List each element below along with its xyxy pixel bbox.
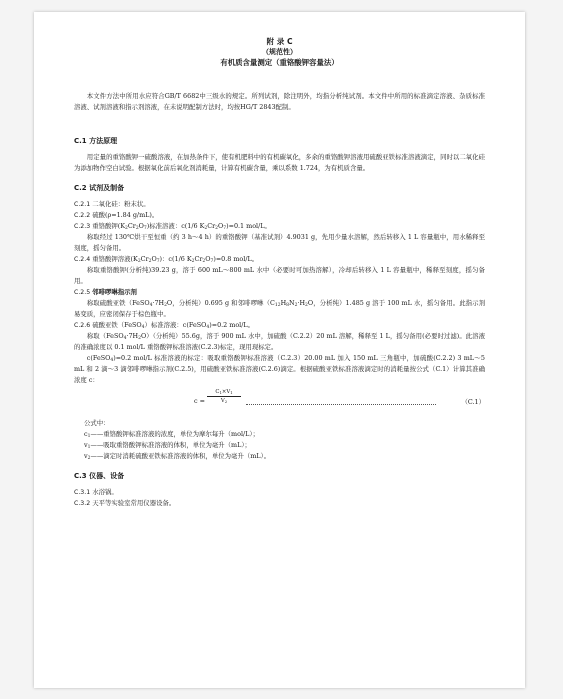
text-run: ·7H (126, 332, 139, 340)
text-run: Cr (140, 255, 149, 263)
item-text: 天平等实验室常用仪器设备。 (92, 499, 176, 507)
text-run: O）（分析纯）55.6g，溶于 900 mL 水中，加硫酸（C.2.2）20 mL 溶解，稀释至 1 L，摇匀备用(必要时过滤)。此溶液的准确浓度以 0.1 mol/L 重铬酸钾标准溶液(C.2.3)标定，现用现标定。 (74, 332, 486, 351)
subscript: 1 (219, 390, 222, 395)
item-text: 硫酸(ρ=1.84 g/mL)。 (92, 211, 159, 219)
item-c32 (74, 498, 485, 509)
subscript: 12 (274, 303, 281, 308)
formula-fraction (207, 389, 241, 404)
subscript: 4 (110, 358, 114, 363)
subscript: 2 (87, 456, 91, 461)
subscript: 2 (148, 259, 152, 264)
subscript: 8 (286, 303, 289, 308)
item-number: C.2.6 (74, 322, 91, 329)
subscript: 1 (87, 445, 91, 450)
text-run: 称取硫酸亚铁（FeSO (86, 299, 150, 307)
subscript: 2 (204, 226, 208, 231)
formula-denominator (207, 397, 241, 404)
item-c21 (74, 199, 485, 210)
text-run: 重铬酸钾溶液(K (92, 255, 138, 263)
item-text: 水浴锅。 (92, 488, 118, 496)
item-number: C.2.4 (74, 256, 91, 263)
annex-header (74, 36, 485, 68)
annex-nature: （规范性） (262, 48, 297, 56)
subscript: 7 (210, 259, 214, 264)
text-run: Cr (127, 222, 136, 230)
section-c3-heading: C.3 仪器、设备 (74, 472, 125, 480)
section-c1-heading: C.1 方法原理 (74, 137, 118, 145)
item-number: C.3.1 (74, 489, 91, 496)
text-run: ）标准溶液：c(FeSO (144, 321, 207, 329)
item-number: C.2.3 (74, 223, 91, 230)
definition-c1 (84, 429, 485, 440)
definition-v2 (84, 451, 485, 462)
equation-number: （C.1） (461, 398, 485, 406)
subscript: 2 (215, 226, 219, 231)
text-run: ·7H (152, 299, 165, 307)
text-run: c(FeSO (86, 354, 111, 362)
annex-title: 附 录 C (266, 37, 293, 46)
subscript: 2 (191, 259, 195, 264)
text-run: O，分析纯）0.695 g 和邻啡啰啉（C (166, 299, 275, 307)
item-number: C.2.1 (74, 201, 91, 208)
subscript: 2 (137, 259, 141, 264)
text-run: Cr (194, 255, 203, 263)
item-number: C.3.2 (74, 500, 91, 507)
annex-name: 有机质含量测定（重铬酸钾容量法） (220, 58, 339, 67)
subscript: 2 (202, 259, 206, 264)
item-c25-body (74, 298, 485, 320)
item-title: 邻啡啰啉指示剂 (92, 288, 137, 296)
definition-text: ——吸取重铬酸钾标准溶液的体积，单位为毫升（mL）； (90, 441, 251, 449)
subscript: 2 (138, 336, 141, 341)
text-run: O (205, 255, 211, 263)
text-run: )=0.2 mol/L 标准溶液的标定：吸取重铬酸钾标准溶液（C.2.3）20.00 mL 加入 150 mL 三角瓶中，加硫酸(C.2.2) 3 mL～5 mL 和 2 滴～3 滴邻啡啰啉指示剂(C.2.5)，用硫酸亚铁标准溶液(C.2.6)滴定。根据硫酸亚铁标准溶液滴定时的消耗量按公式（C.1）计算其准确浓度 c： (74, 354, 485, 384)
subscript: 4 (206, 325, 210, 330)
subscript: 7 (143, 226, 147, 231)
definition-text: ——滴定时消耗硫酸亚铁标准溶液的体积，单位为毫升（mL）。 (90, 452, 271, 460)
item-c31 (74, 487, 485, 498)
text-run: )=0.2 mol/L。 (209, 321, 254, 329)
item-c23 (74, 221, 485, 232)
item-c23-body: 称取经过 130℃烘干至恒重（约 3 h～4 h）的重铬酸钾（基准试剂）4.9031 g，先用少量水溶解，然后转移入 1 L 容量瓶中，用水稀释至刻度，摇匀备用。 (74, 233, 485, 252)
text-run: N (289, 299, 295, 307)
text-run: 硫酸亚铁（FeSO (92, 321, 142, 329)
subscript: 2 (125, 226, 128, 231)
item-c24 (74, 254, 485, 265)
section-c2-heading: C.2 试剂及制备 (74, 184, 125, 192)
formula-lhs: c = (194, 397, 205, 405)
item-c26-body-1 (74, 331, 485, 353)
text-run: O (218, 222, 224, 230)
subscript: 7 (223, 226, 227, 231)
text-run: O (138, 222, 144, 230)
definition-text: ——重铬酸钾标准溶液的浓度，单位为摩尔每升（mol/L）； (90, 430, 259, 438)
item-c22 (74, 210, 485, 221)
text-run: )：c(1/6 K (159, 255, 192, 263)
symbol: c (84, 430, 88, 438)
subscript: 1 (87, 434, 91, 439)
definitions-intro: 公式中： (84, 419, 110, 427)
text-run: 重铬酸钾(K (92, 222, 126, 230)
text-run: C (215, 389, 220, 395)
subscript: 4 (149, 303, 153, 308)
item-c26-body-2 (74, 353, 485, 386)
text-run: )标准溶液：c(1/6 K (146, 222, 205, 230)
text-run: )=0.1 mol/L。 (226, 222, 271, 230)
text-run: ·H (297, 299, 306, 307)
text-run: )=0.8 mol/L。 (213, 255, 259, 263)
leader-dots (246, 397, 436, 405)
text-run: Cr (207, 222, 216, 230)
subscript: 2 (135, 226, 139, 231)
text-run: V (220, 398, 225, 404)
item-c25 (74, 287, 485, 298)
item-number: C.2.5 (74, 289, 91, 296)
symbol: v (84, 441, 88, 449)
section-c1-text: 用定量的重铬酸钾一硫酸溶液，在加热条件下，使有机肥料中的有机碳氧化，多余的重铬酸钾溶液用硫酸亚铁标准溶液滴定，同时以二氧化硅为添加物作空白试验。根据氧化前后氧化剂消耗量，计算有机碳含量，乘以系数 1.724，为有机质含量。 (74, 153, 485, 172)
text-run: 称取（FeSO (86, 332, 124, 340)
text-run: H (280, 299, 287, 307)
item-c26 (74, 320, 485, 331)
formula-numerator (207, 389, 241, 397)
text-run: ×V (221, 389, 231, 395)
subscript: 4 (141, 325, 145, 330)
definition-v1 (84, 440, 485, 451)
formula-c1 (74, 388, 485, 414)
item-c24-body: 称取重铬酸钾(分析纯)39.23 g，溶于 600 mL～800 mL 水中（必要时可加热溶解），冷却后转移入 1 L 容量瓶中，稀释至刻度，摇匀备用。 (74, 266, 485, 285)
document-page (34, 12, 525, 688)
subscript: 2 (305, 303, 308, 308)
item-text: 二氧化硅：粉末状。 (92, 200, 150, 208)
intro-paragraph: 本文件方法中所用水应符合GB/T 6682中三级水的规定。所列试剂，除注明外，均指分析纯试剂。本文件中所用的标准滴定溶液、杂质标准溶液、试剂溶液和指示剂溶液，在未说明配制方法时，均按HG/T 2843配制。 (74, 92, 485, 111)
subscript: 1 (230, 390, 233, 395)
symbol: v (84, 452, 88, 460)
text-run: O (151, 255, 157, 263)
item-number: C.2.2 (74, 212, 91, 219)
formula-definitions (84, 418, 485, 462)
subscript: 2 (294, 303, 298, 308)
subscript: 7 (156, 259, 160, 264)
subscript: 2 (164, 303, 167, 308)
subscript: 2 (224, 399, 228, 404)
subscript: 4 (123, 336, 127, 341)
text-run: O，分析纯）1.485 g 溶于 100 mL 水，摇匀备用。此指示剂易变质，应密闭保存于棕色瓶中。 (74, 299, 485, 318)
